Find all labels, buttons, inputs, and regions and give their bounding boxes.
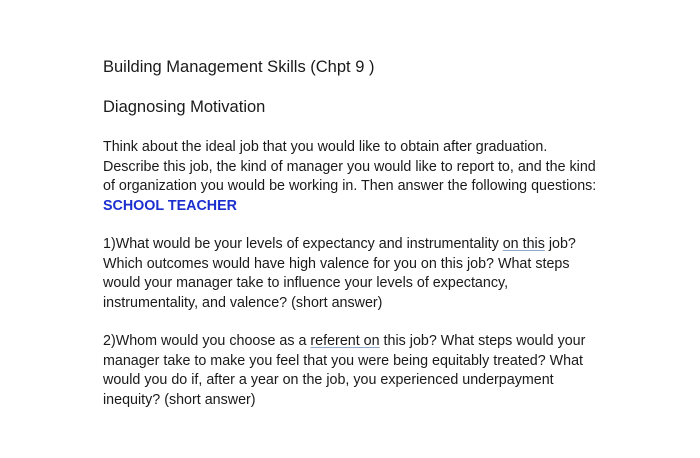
question-2-line-2: manager take to make you feel that you were being equitably treated? What (103, 352, 584, 369)
intro-paragraph (103, 138, 643, 216)
question-1 (103, 235, 643, 313)
intro-line: of organization you would be working in. Then answer the following questions: (103, 178, 597, 195)
intro-line: Describe this job, the kind of manager you would like to report to, and the kind (103, 158, 596, 175)
answer-text: SCHOOL TEACHER (103, 197, 237, 214)
question-1-line-1 (103, 235, 643, 255)
document-title: Building Management Skills (Chpt 9 ) (103, 58, 375, 76)
question-1-line-3: would your manager take to influence your levels of expectancy, (103, 275, 509, 292)
question-1-underlined-text: on this (502, 236, 545, 252)
question-2-text-start: 2)Whom would you choose as a (103, 333, 311, 349)
question-2 (103, 332, 643, 410)
intro-line: Think about the ideal job that you would like to obtain after graduation. (103, 139, 548, 155)
question-1-text-start: 1)What would be your levels of expectancy and instrumentality (103, 236, 503, 252)
section-heading: Diagnosing Motivation (103, 98, 266, 116)
question-2-line-1 (103, 332, 643, 352)
question-2-line-3: would you do if, after a year on the job, you experienced underpayment (103, 372, 554, 389)
question-1-line-2: Which outcomes would have high valence for you on this job? What steps (103, 255, 570, 272)
question-2-text-end: this job? What steps would your (379, 333, 586, 349)
question-1-text-end: job? (544, 236, 576, 252)
question-2-line-4: inequity? (short answer) (103, 391, 256, 408)
question-2-underlined-text: referent on (310, 333, 380, 349)
question-1-line-4: instrumentality, and valence? (short answer) (103, 294, 383, 311)
